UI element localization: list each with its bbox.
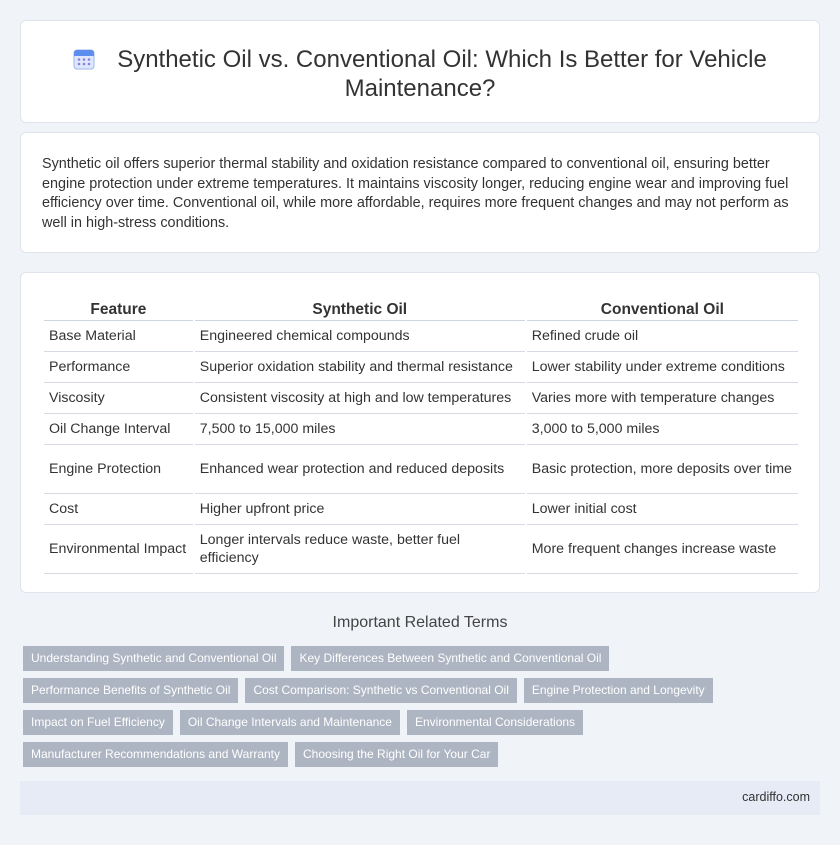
related-term-tag[interactable]: Environmental Considerations — [407, 710, 583, 735]
tag-row — [23, 742, 505, 767]
related-terms-title: Important Related Terms — [332, 614, 508, 631]
table-cell: 3,000 to 5,000 miles — [527, 414, 798, 445]
related-term-tag[interactable]: Choosing the Right Oil for Your Car — [295, 742, 498, 767]
table-cell: Superior oxidation stability and thermal resistance — [195, 352, 525, 383]
table-cell: Enhanced wear protection and reduced deposits — [195, 445, 525, 494]
related-term-tag[interactable]: Cost Comparison: Synthetic vs Conventional Oil — [245, 678, 516, 703]
page-title-wrap — [21, 45, 819, 103]
table-cell: Performance — [44, 352, 193, 383]
footer-site-link[interactable]: cardiffo.com — [742, 790, 810, 804]
title-card — [20, 20, 820, 123]
table-row — [44, 414, 798, 445]
table-row — [44, 321, 798, 352]
table-cell: Viscosity — [44, 383, 193, 414]
table-row — [44, 525, 798, 574]
related-term-tag[interactable]: Engine Protection and Longevity — [524, 678, 713, 703]
tag-row — [23, 710, 590, 735]
footer — [20, 781, 820, 815]
table-cell: More frequent changes increase waste — [527, 525, 798, 574]
summary-card — [20, 132, 820, 253]
table-row — [44, 383, 798, 414]
calendar-icon — [73, 48, 95, 70]
table-cell: Consistent viscosity at high and low temperatures — [195, 383, 525, 414]
table-cell: Engine Protection — [44, 445, 193, 494]
header-feature: Feature — [44, 295, 193, 321]
table-cell: Oil Change Interval — [44, 414, 193, 445]
table-header-row — [44, 295, 798, 321]
table-row — [44, 445, 798, 494]
related-term-tag[interactable]: Understanding Synthetic and Conventional Oil — [23, 646, 284, 671]
table-cell: Cost — [44, 494, 193, 525]
table-cell: Varies more with temperature changes — [527, 383, 798, 414]
related-term-tag[interactable]: Impact on Fuel Efficiency — [23, 710, 173, 735]
table-cell: Environmental Impact — [44, 525, 193, 574]
header-synthetic-oil: Synthetic Oil — [195, 295, 525, 321]
summary-text: Synthetic oil offers superior thermal stability and oxidation resistance compared to conventional oil, ensuring better engine protection under extreme temperatures. It maintains viscosity longer, reducing engine wear and improving fuel efficiency over time. Conventional oil, while more affordable, requires more frequent changes and may not perform as well in high-stress conditions. — [42, 156, 789, 231]
tag-row — [23, 678, 720, 703]
related-term-tag[interactable]: Key Differences Between Synthetic and Conventional Oil — [291, 646, 609, 671]
table-cell: Engineered chemical compounds — [195, 321, 525, 352]
table-cell: Longer intervals reduce waste, better fuel efficiency — [195, 525, 525, 574]
comparison-table — [42, 295, 800, 574]
table-cell: Refined crude oil — [527, 321, 798, 352]
table-cell: Lower initial cost — [527, 494, 798, 525]
tag-row — [23, 646, 616, 671]
table-row — [44, 494, 798, 525]
table-cell: 7,500 to 15,000 miles — [195, 414, 525, 445]
related-term-tag[interactable]: Performance Benefits of Synthetic Oil — [23, 678, 238, 703]
table-cell: Basic protection, more deposits over time — [527, 445, 798, 494]
page-title: Synthetic Oil vs. Conventional Oil: Which Is Better for Vehicle Maintenance? — [117, 46, 767, 102]
table-row — [44, 352, 798, 383]
table-cell: Base Material — [44, 321, 193, 352]
header-conventional-oil: Conventional Oil — [527, 295, 798, 321]
comparison-table-card — [20, 272, 820, 593]
related-term-tag[interactable]: Oil Change Intervals and Maintenance — [180, 710, 400, 735]
table-cell: Lower stability under extreme conditions — [527, 352, 798, 383]
table-cell: Higher upfront price — [195, 494, 525, 525]
related-term-tag[interactable]: Manufacturer Recommendations and Warranty — [23, 742, 288, 767]
